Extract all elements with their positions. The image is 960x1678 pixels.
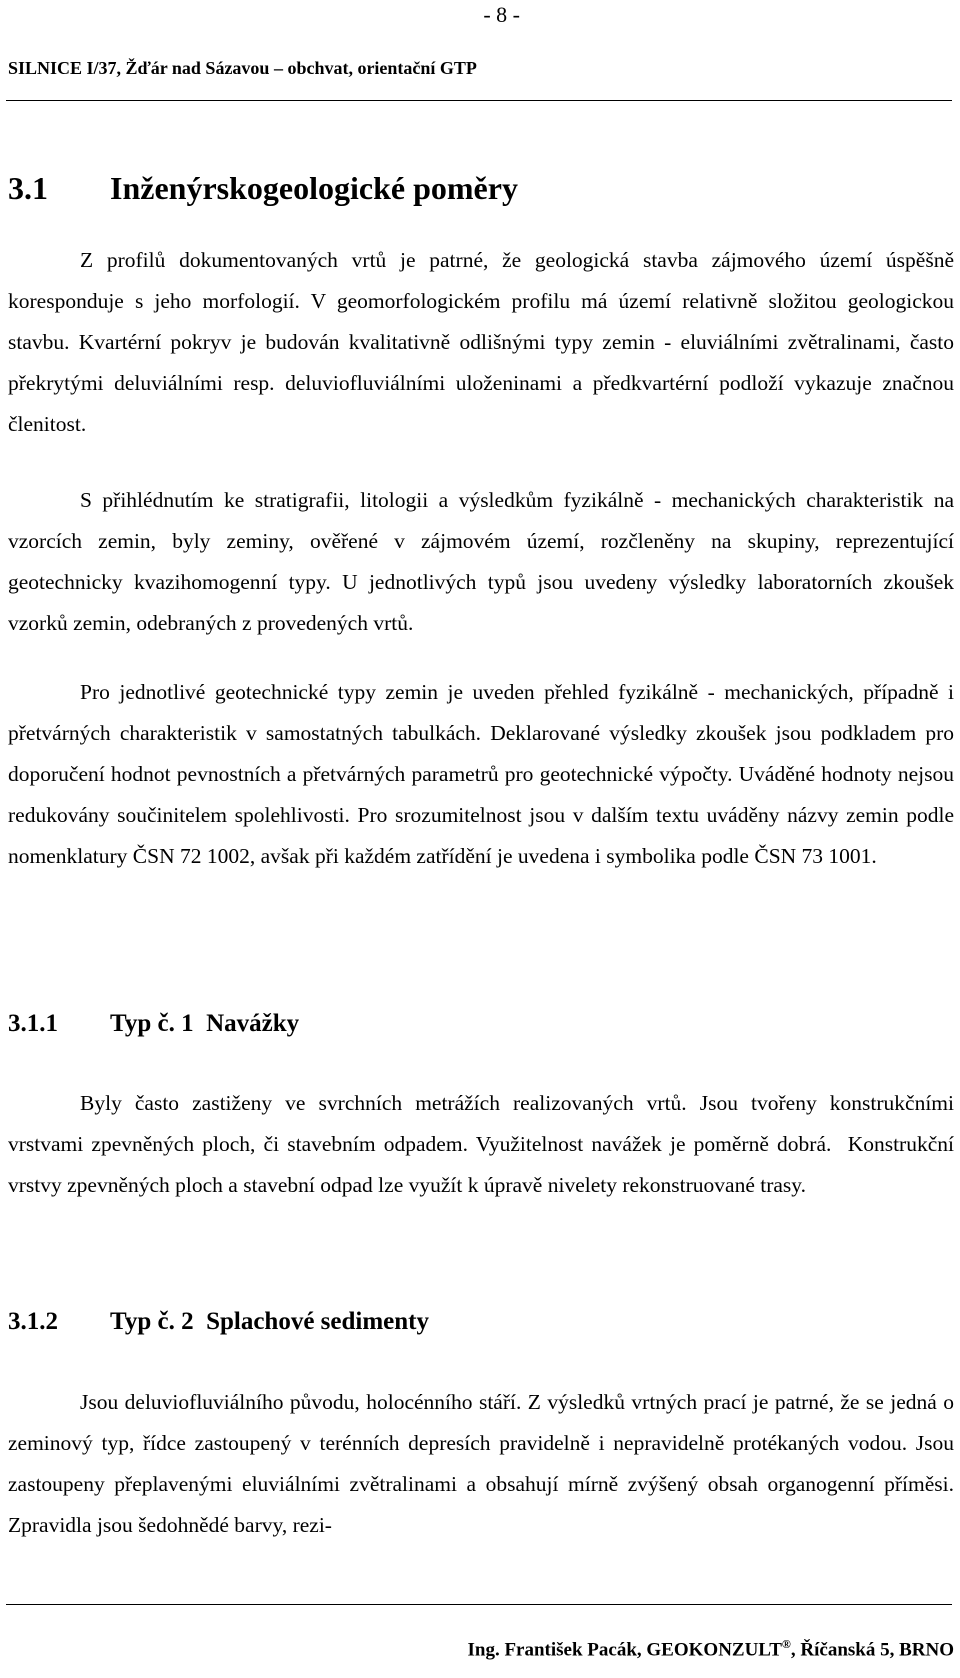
- subsection-number: 3.1.2: [8, 1308, 58, 1335]
- section-number: 3.1: [8, 170, 48, 206]
- subsection-number: 3.1.1: [8, 1010, 58, 1037]
- subsection-title: Typ č. 2 Splachové sedimenty: [110, 1308, 429, 1335]
- registered-mark: ®: [781, 1637, 791, 1651]
- subsection-heading: [8, 1010, 299, 1038]
- page-footer: [467, 1637, 954, 1661]
- paragraph: Byly často zastiženy ve svrchních metrážích realizovaných vrtů. Jsou tvořeny konstrukčními vrstvami zpevněných ploch, či stavebním odpadem. Využitelnost navážek je poměrně dobrá. Konstrukční vrstvy zpevněných ploch a stavební odpad lze využít k úpravě nivelety rekonstruované trasy.: [8, 1091, 960, 1197]
- header-rule: [6, 100, 952, 101]
- footer-rule: [6, 1604, 952, 1605]
- running-header: SILNICE I/37, Žďár nad Sázavou – obchvat, orientační GTP: [8, 58, 477, 78]
- page-number: - 8 -: [483, 2, 520, 27]
- paragraph: Jsou deluviofluviálního původu, holocénního stáří. Z výsledků vrtných prací je patrné, že se jedná o zeminový typ, řídce zastoupený v terénních depresích pravidelně i nepravidelně protékaných vodou. Jsou zastoupeny přeplavenými eluviálními zvětralinami a obsahují mírně zvýšený obsah organogenní příměsi. Zpravidla jsou šedohnědé barvy, rezi-: [8, 1390, 954, 1537]
- footer-address: , Říčanská 5, BRNO: [790, 1639, 954, 1661]
- section-title: Inženýrskogeologické poměry: [110, 170, 518, 206]
- subsection-heading: [8, 1308, 429, 1336]
- subsection-title: Typ č. 1 Navážky: [110, 1010, 300, 1037]
- section-heading: [8, 170, 518, 207]
- paragraph: Pro jednotlivé geotechnické typy zemin je uveden přehled fyzikálně - mechanických, případně i přetvárných charakteristik v samostatných tabulkách. Deklarované výsledky zkoušek jsou podkladem pro doporučení hodnot pevnostních a přetvárných parametrů pro geotechnické výpočty. Uváděné hodnoty nejsou redukovány součinitelem spolehlivosti. Pro srozumitelnost jsou v dalším textu uváděny názvy zemin podle nomenklatury ČSN 72 1002, avšak při každém zatřídění je uvedena i symbolika podle ČSN 73 1001.: [8, 680, 954, 868]
- paragraph: Z profilů dokumentovaných vrtů je patrné, že geologická stavba zájmového území úspěšně koresponduje s jeho morfologií. V geomorfologickém profilu má území relativně složitou geologickou stavbu. Kvartérní pokryv je budován kvalitativně odlišnými typy zemin - eluviálními zvětralinami, často překrytými deluviálními resp. deluviofluviálními uloženinami a předkvartérní podloží vykazuje značnou členitost.: [8, 248, 954, 436]
- footer-author: Ing. František Pacák, GEOKONZULT: [467, 1639, 782, 1661]
- paragraph: S přihlédnutím ke stratigrafii, litologii a výsledkům fyzikálně - mechanických charakteristik na vzorcích zemin, byly zeminy, ověřené v zájmovém území, rozčleněny na skupiny, reprezentující geotechnicky kvazihomogenní typy. U jednotlivých typů jsou uvedeny výsledky laboratorních zkoušek vzorků zemin, odebraných z provedených vrtů.: [8, 488, 954, 635]
